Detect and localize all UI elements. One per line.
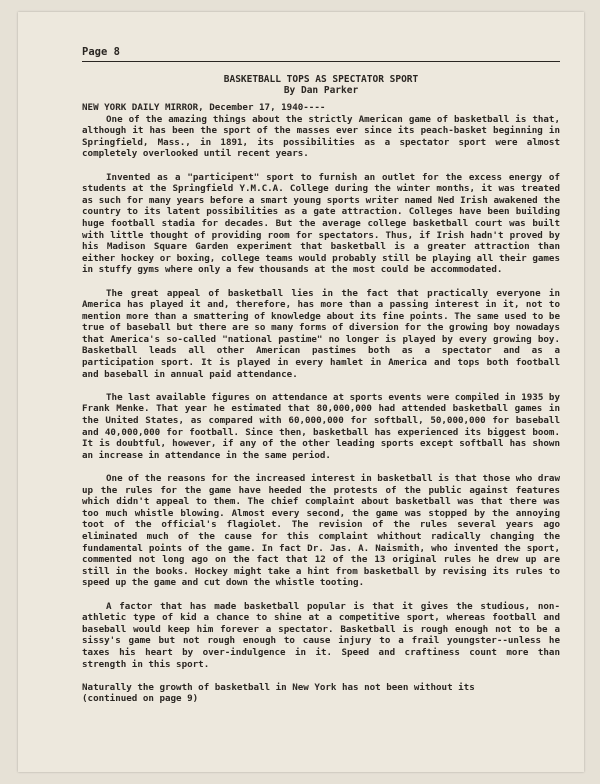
- page-number: Page 8: [82, 46, 120, 58]
- paragraph-7: Naturally the growth of basketball in New York has not been without its: [82, 681, 475, 693]
- article-title: BASKETBALL TOPS AS SPECTATOR SPORT: [223, 74, 419, 85]
- paragraph-5: One of the reasons for the increased interest in basketball is that those who draw up the rules for the game have heeded the protests of the public against features which didn't appeal to them. The chief complaint about basketball was that there was too much whistle blowing. Almost every second, the game was stopped by the annoying toot of the official's flagiolet. The revision of the rules several years ago eliminated much of the cause for this complaint whithout radically changing the fundamental points of the game. In fact Dr. Jas. A. Naismith, who invented the sport, commented not long ago on the fact that 12 of the 13 original rules he drew up are still in the books. Hockey might take a hint from basketball by revising its rules to speed up the game and cut down the whistle tooting.: [82, 473, 560, 589]
- header-rule: [82, 61, 560, 62]
- paragraph-6: A factor that has made basketball popular is that it gives the studious, non-athletic type of kid a chance to shine at a competitive sport, whereas football and baseball would keep him forever a spectator. Basketball is rough enough not to be a sissy's game but not rough enough to cause injury to a frail youngster--unless he taxes his heart by over-indulgence in it. Speed and craftiness count more than strength in this sport.: [82, 600, 560, 670]
- paragraph-4: The last available figures on attendance at sports events were compiled in 1935 by Frank Menke. That year he estimated that 80,000,000 had attended basketball games in the United States, as compared with 60,000,000 for softball, 50,000,000 for baseball and 40,000,000 for football. Since then, basketball has experienced its biggest boom. It is doubtful, however, if any of the other leading sports except softball has shown an increase in attendance in the same period.: [82, 391, 560, 461]
- article-body: [82, 102, 560, 705]
- paragraph-3: The great appeal of basketball lies in the fact that practically everyone in America has played it and, therefore, has more than a passing interest in it, not to mention more than a smattering of knowledge about its fine points. The same used to be true of baseball but there are so many forms of diversion for the growing boy nowadays that America's so-called "national pastime" no longer is played by every growing boy. Basketball leads all other American pastimes both as a spectator and as a participation sport. It is played in every hamlet in America and tops both football and baseball in annual paid attendance.: [82, 287, 560, 380]
- continuation-note: (continued on page 9): [82, 693, 199, 705]
- document-page: [18, 12, 584, 772]
- paragraph-2: Invented as a "participent" sport to furnish an outlet for the excess energy of students at the Springfield Y.M.C.A. College during the winter months, it was treated as such for many years before a smart young sports writer named Ned Irish awakened the country to its latent possibilities as a gate attraction. Colleges have been building huge football stadia for decades. But the average college basketball court was built with little thought of providing room for spectators. Thus, if Irish hadn't proved by his Madison Square Garden experiment that basketball is a greater attraction than either hockey or boxing, college teams would probably still be playing all their games in stuffy gyms where only a few thousands at the most could be accommodated.: [82, 171, 560, 276]
- article-dateline: NEW YORK DAILY MIRROR, December 17, 1940----: [82, 102, 326, 113]
- article-byline: By Dan Parker: [283, 85, 359, 96]
- paragraph-1: One of the amazing things about the strictly American game of basketball is that, although it has been the sport of the masses ever since its peach-basket beginning in Springfield, Mass., in 1891, its possibilities as a spectator sport were almost completely overlooked until recent years.: [82, 113, 560, 160]
